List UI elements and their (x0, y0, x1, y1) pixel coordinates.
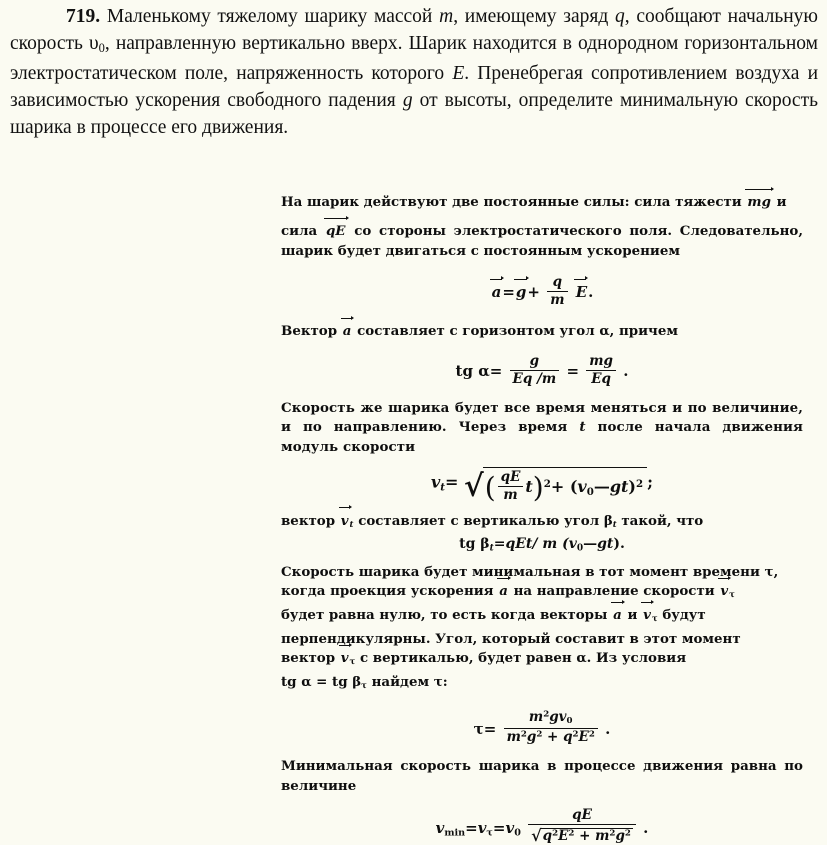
fraction-g-over-Eq-m: $\frac{g}{Eq /m}$ (510, 354, 560, 387)
equation-tau: τ= $\frac{m^2gv_0}{m^2g^2 + q^2E^2}$ . (473, 709, 611, 746)
equation-tangent-alpha: tg α= $\frac{g}{Eq /m}$ = $\frac{mg}{Eq}$ . (455, 352, 629, 387)
symbol-E: E (452, 63, 465, 85)
problem-statement (10, 4, 818, 141)
vector-a-proj: a (498, 582, 509, 601)
solution-paragraph-7: Минимальная скорость шарика в процессе движения равна по величине (281, 758, 803, 794)
symbol-m: m (439, 6, 454, 27)
solution-paragraph-6-line3: будет равна нулю, то есть когда векторы a и $v_\tau$ будут (281, 606, 706, 625)
equation-vmin: $v_{min}=v_\tau=v_0$ $\frac{qE}{√q^2E^2 + m^2g^2}$ . (435, 807, 649, 845)
fraction-mg-over-Eq: $\frac{mg}{Eq}$ (586, 354, 616, 387)
problem-body: Маленькому тяжелому шарику массой m, имеющему заряд q, сообщают начальную скорость $\upsilon_0$, направленную вертикально вверх. Шарик находится в однородном горизонтальном электростатическом поле, напряженность которого E. Пренебрегая сопротивлением воздуха и зависимостью ускорения свободного падения g от высоты, определите минимальную скорость шарика в процессе его движения. (10, 6, 819, 138)
solution-paragraph-5: вектор $v_t$ составляет с вертикалью угол $\beta_t$ такой, что (281, 512, 704, 530)
vector-vt: v (340, 512, 350, 531)
vector-E: E (575, 283, 588, 302)
solution-paragraph-4: Скорость же шарика будет все время меняться и по величиние, и по направлению. Через время t после начала движения модуль скорости (281, 400, 804, 455)
radical-sign: √ (464, 469, 484, 505)
vector-qE: qE (325, 222, 347, 241)
solution-paragraph-1: На шарик действуют две постоянные силы: сила тяжести mg и (281, 193, 803, 212)
symbol-t: t (579, 419, 586, 436)
solution-paragraph-6-line6: tg α = tg $\beta_\tau$ найдем τ: (281, 673, 448, 691)
fraction-qE-over-m: $\frac{qE}{m}$ (498, 470, 524, 503)
vector-v-tau-2: v (642, 606, 652, 625)
equation-speed-modulus: $v_t=$ √( $\frac{qE}{m}$ $t)^2+ (v_0—gt)^2$ ; (430, 469, 653, 505)
problem-number: 719. (66, 6, 101, 27)
solution-block (281, 193, 803, 844)
solution-paragraph-3: Вектор a составляет с горизонтом угол α, причем (281, 322, 803, 341)
fraction-tau: $\frac{m^2gv_0}{m^2g^2 + q^2E^2}$ (504, 710, 598, 745)
symbol-q: q (615, 6, 625, 27)
paren-close: ) (532, 470, 544, 504)
equation-tangent-beta: tg $\beta_t=qEt/$ m $(v_0—gt)$. (459, 536, 625, 554)
vector-v-tau-1: v (719, 582, 729, 601)
paren-open: ( (484, 470, 496, 504)
vector-mg: mg (746, 193, 772, 212)
radical-sign-2: √ (531, 826, 542, 845)
solution-paragraph-6-line5: вектор $v_\tau$ с вертикалью, будет равен α. Из условия (281, 649, 687, 668)
symbol-v0-sub: 0 (98, 40, 105, 55)
vector-g: g (515, 283, 527, 302)
fraction-vmin: $\frac{qE}{√q^2E^2 + m^2g^2}$ (528, 808, 636, 844)
vector-a: a (491, 283, 502, 302)
solution-paragraph-6-line1: Скорость шарика будет минимальная в тот момент времени τ, (281, 563, 779, 580)
solution-paragraph-2: сила qE со стороны электростатического поля. Следовательно, шарик будет двигаться с постоянным ускорением (281, 223, 803, 259)
solution-paragraph-6-line4: перпендикулярны. Угол, который составит в этот момент (281, 630, 741, 647)
solution-paragraph-6-line2: когда проекция ускорения a на направление скорости $v_\tau$ (281, 583, 735, 601)
vector-a-inline: a (342, 322, 353, 341)
symbol-g: g (402, 90, 413, 112)
equation-acceleration: a=g+ $\frac{q}{m}$ E. (491, 274, 594, 309)
vector-v-tau-3: v (340, 649, 350, 668)
fraction-q-over-m: $\frac{q}{m}$ (547, 275, 567, 308)
square-root: √( $\frac{qE}{m}$ $t)^2+ (v_0—gt)^2$ (464, 467, 647, 503)
vector-a-perp: a (612, 606, 623, 625)
